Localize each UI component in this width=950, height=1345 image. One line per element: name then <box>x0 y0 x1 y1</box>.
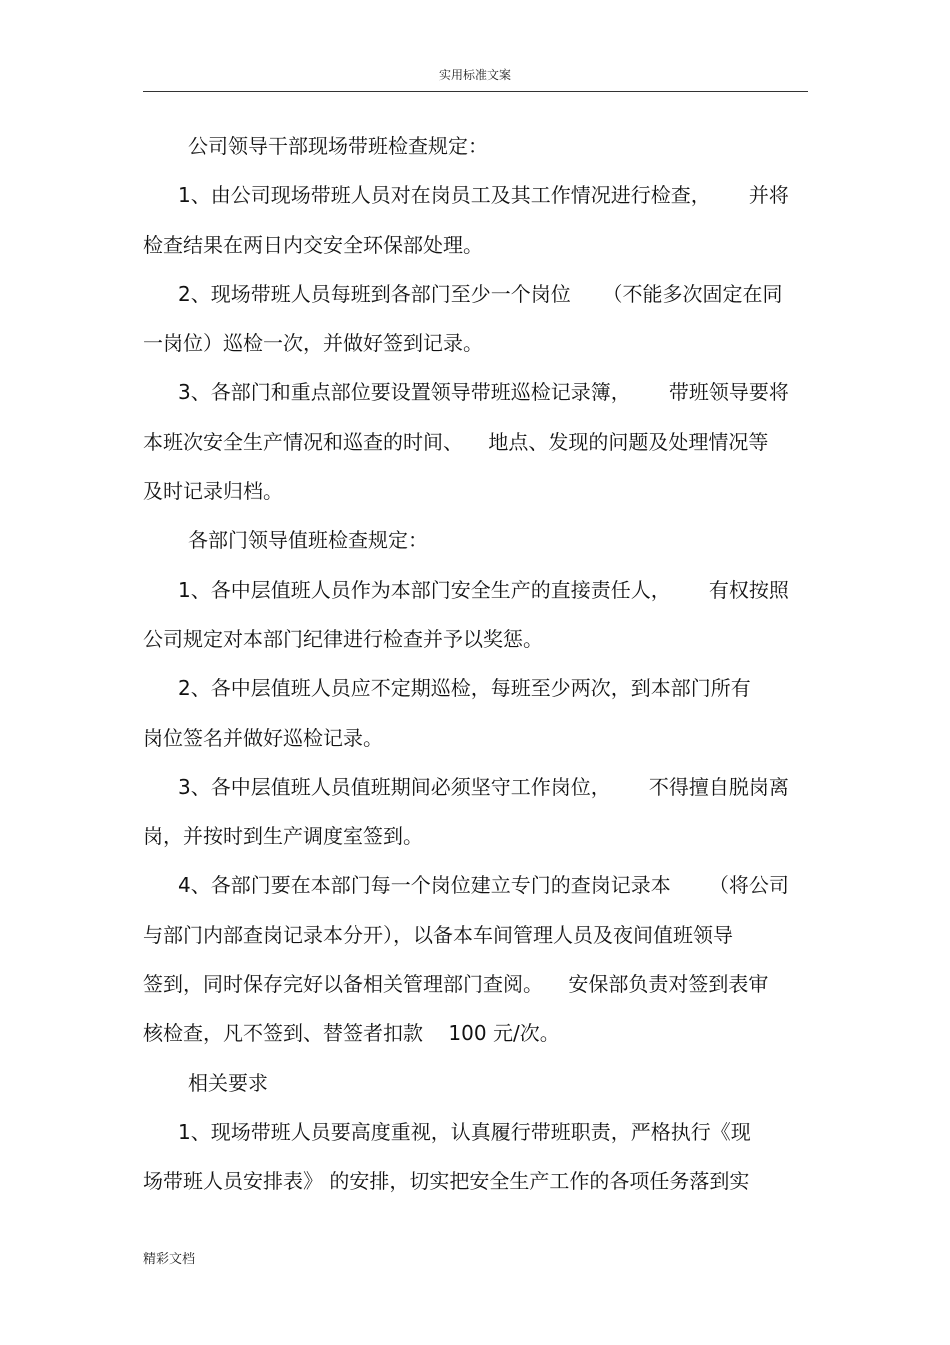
paragraph-line: 场带班人员安排表》 的安排，切实把安全生产工作的各项任务落到实 <box>143 1169 750 1194</box>
paragraph-line: 检查结果在两日内交安全环保部处理。 <box>143 232 483 257</box>
paragraph-line: 1、由公司现场带班人员对在岗员工及其工作情况进行检查， 并将 <box>178 183 789 208</box>
page-header: 实用标准文案 <box>438 68 511 82</box>
paragraph-line: 签到，同时保存完好以备相关管理部门查阅。 安保部负责对签到表审 <box>143 972 769 997</box>
paragraph-line: 岗，并按时到生产调度室签到。 <box>143 824 423 849</box>
paragraph-line: 与部门内部查岗记录本分开），以备本车间管理人员及夜间值班领导 <box>143 922 733 947</box>
paragraph-line: 本班次安全生产情况和巡查的时间、 地点、发现的问题及处理情况等 <box>143 429 769 454</box>
page-footer: 精彩文档 <box>143 1252 196 1267</box>
document-body <box>143 122 808 1207</box>
section-heading: 相关要求 <box>188 1070 268 1095</box>
paragraph-line: 2、现场带班人员每班到各部门至少一个岗位 （不能多次固定在同 <box>178 281 783 306</box>
paragraph-line: 3、各部门和重点部位要设置领导带班巡检记录簿， 带班领导要将 <box>178 380 789 405</box>
section-heading: 公司领导干部现场带班检查规定： <box>188 134 488 158</box>
paragraph-line: 1、各中层值班人员作为本部门安全生产的直接责任人， 有权按照 <box>178 577 789 602</box>
paragraph-line: 2、各中层值班人员应不定期巡检，每班至少两次，到本部门所有 <box>178 676 751 701</box>
paragraph-line: 一岗位）巡检一次，并做好签到记录。 <box>143 331 483 356</box>
paragraph-line: 核检查，凡不签到、替签者扣款 100 元/次。 <box>143 1021 560 1046</box>
paragraph-line: 公司规定对本部门纪律进行检查并予以奖惩。 <box>143 626 543 651</box>
paragraph-line: 1、现场带班人员要高度重视，认真履行带班职责，严格执行《现 <box>178 1119 751 1144</box>
paragraph-line: 及时记录归档。 <box>143 479 283 504</box>
paragraph-line: 岗位签名并做好巡检记录。 <box>143 725 383 750</box>
paragraph-line: 3、各中层值班人员值班期间必须坚守工作岗位， 不得擅自脱岗离 <box>178 774 789 799</box>
paragraph-line: 4、各部门要在本部门每一个岗位建立专门的查岗记录本 （将公司 <box>178 873 789 898</box>
header-divider <box>143 91 808 92</box>
section-heading: 各部门领导值班检查规定： <box>188 528 428 553</box>
